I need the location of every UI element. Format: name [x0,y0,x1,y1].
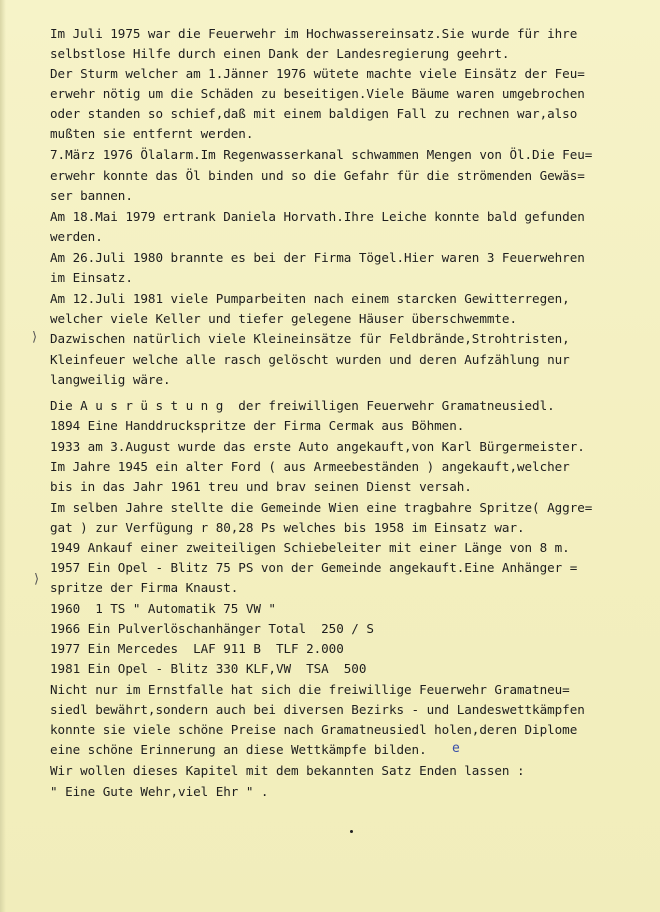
margin-mark: ⟩ [34,572,40,587]
text-line: oder standen so schief,daß mit einem baldigen Fall zu rechnen war,also [50,106,578,121]
text-line: 1957 Ein Opel - Blitz 75 PS von der Gemeinde angekauft.Eine Anhänger = [50,560,578,575]
text-line: welcher viele Keller und tiefer gelegene Häuser überschwemmte. [50,311,517,326]
text-line: Dazwischen natürlich viele Kleineinsätze für Feldbrände,Strohtristen, [50,331,570,346]
text-line: ser bannen. [50,188,133,203]
text-line: Am 26.Juli 1980 brannte es bei der Firma Tögel.Hier waren 3 Feuerwehren [50,250,585,265]
text-line: 1949 Ankauf einer zweiteiligen Schiebeleiter mit einer Länge von 8 m. [50,540,570,555]
text-line: 1933 am 3.August wurde das erste Auto angekauft,von Karl Bürgermeister. [50,439,585,454]
text-line: " Eine Gute Wehr,viel Ehr " . [50,784,269,799]
page-edge-shadow [0,0,6,912]
text-line: 1960 1 TS " Automatik 75 VW " [50,601,276,616]
text-line: 1966 Ein Pulverlöschanhänger Total 250 / S [50,621,374,636]
text-line: 1981 Ein Opel - Blitz 330 KLF,VW TSA 500 [50,661,367,676]
text-line: Am 18.Mai 1979 ertrank Daniela Horvath.Ihre Leiche konnte bald gefunden [50,209,585,224]
text-line: spritze der Firma Knaust. [50,580,239,595]
text-line: Im selben Jahre stellte die Gemeinde Wien eine tragbahre Spritze( Aggre= [50,500,593,515]
text-line: Der Sturm welcher am 1.Jänner 1976 wütete machte viele Einsätz der Feu= [50,66,585,81]
text-line: eine schöne Erinnerung an diese Wettkämpfe bilden. [50,742,427,757]
text-line: erwehr nötig um die Schäden zu beseitigen.Viele Bäume waren umgebrochen [50,86,585,101]
text-line: Die A u s r ü s t u n g der freiwilligen Feuerwehr Gramatneusiedl. [50,398,555,413]
text-line: 1977 Ein Mercedes LAF 911 B TLF 2.000 [50,641,344,656]
text-line: 7.März 1976 Ölalarm.Im Regenwasserkanal schwammen Mengen von Öl.Die Feu= [50,147,593,162]
text-line: siedl bewährt,sondern auch bei diversen Bezirks - und Landeswettkämpfen [50,702,585,717]
text-line: Kleinfeuer welche alle rasch gelöscht wurden und deren Aufzählung nur [50,352,570,367]
ink-dot [350,830,353,833]
text-line: gat ) zur Verfügung r 80,28 Ps welches bis 1958 im Einsatz war. [50,520,525,535]
text-line: Im Juli 1975 war die Feuerwehr im Hochwassereinsatz.Sie wurde für ihre [50,26,578,41]
text-line: Wir wollen dieses Kapitel mit dem bekannten Satz Enden lassen : [50,763,525,778]
margin-mark: ⟩ [32,330,38,345]
text-line: werden. [50,229,103,244]
text-line: erwehr konnte das Öl binden und so die Gefahr für die strömenden Gewäs= [50,168,585,183]
handwritten-correction: e [452,741,460,756]
text-line: bis in das Jahr 1961 treu und brav seinen Dienst versah. [50,479,472,494]
text-line: im Einsatz. [50,270,133,285]
text-line: Am 12.Juli 1981 viele Pumparbeiten nach einem starcken Gewitterregen, [50,291,570,306]
text-line: Nicht nur im Ernstfalle hat sich die freiwillige Feuerwehr Gramatneu= [50,682,570,697]
text-line: mußten sie entfernt werden. [50,126,254,141]
text-line: konnte sie viele schöne Preise nach Gramatneusiedl holen,deren Diplome [50,722,578,737]
text-line: 1894 Eine Handdruckspritze der Firma Cermak aus Böhmen. [50,418,465,433]
text-line: Im Jahre 1945 ein alter Ford ( aus Armeebeständen ) angekauft,welcher [50,459,570,474]
text-line: langweilig wäre. [50,372,171,387]
text-line: selbstlose Hilfe durch einen Dank der Landesregierung geehrt. [50,46,510,61]
